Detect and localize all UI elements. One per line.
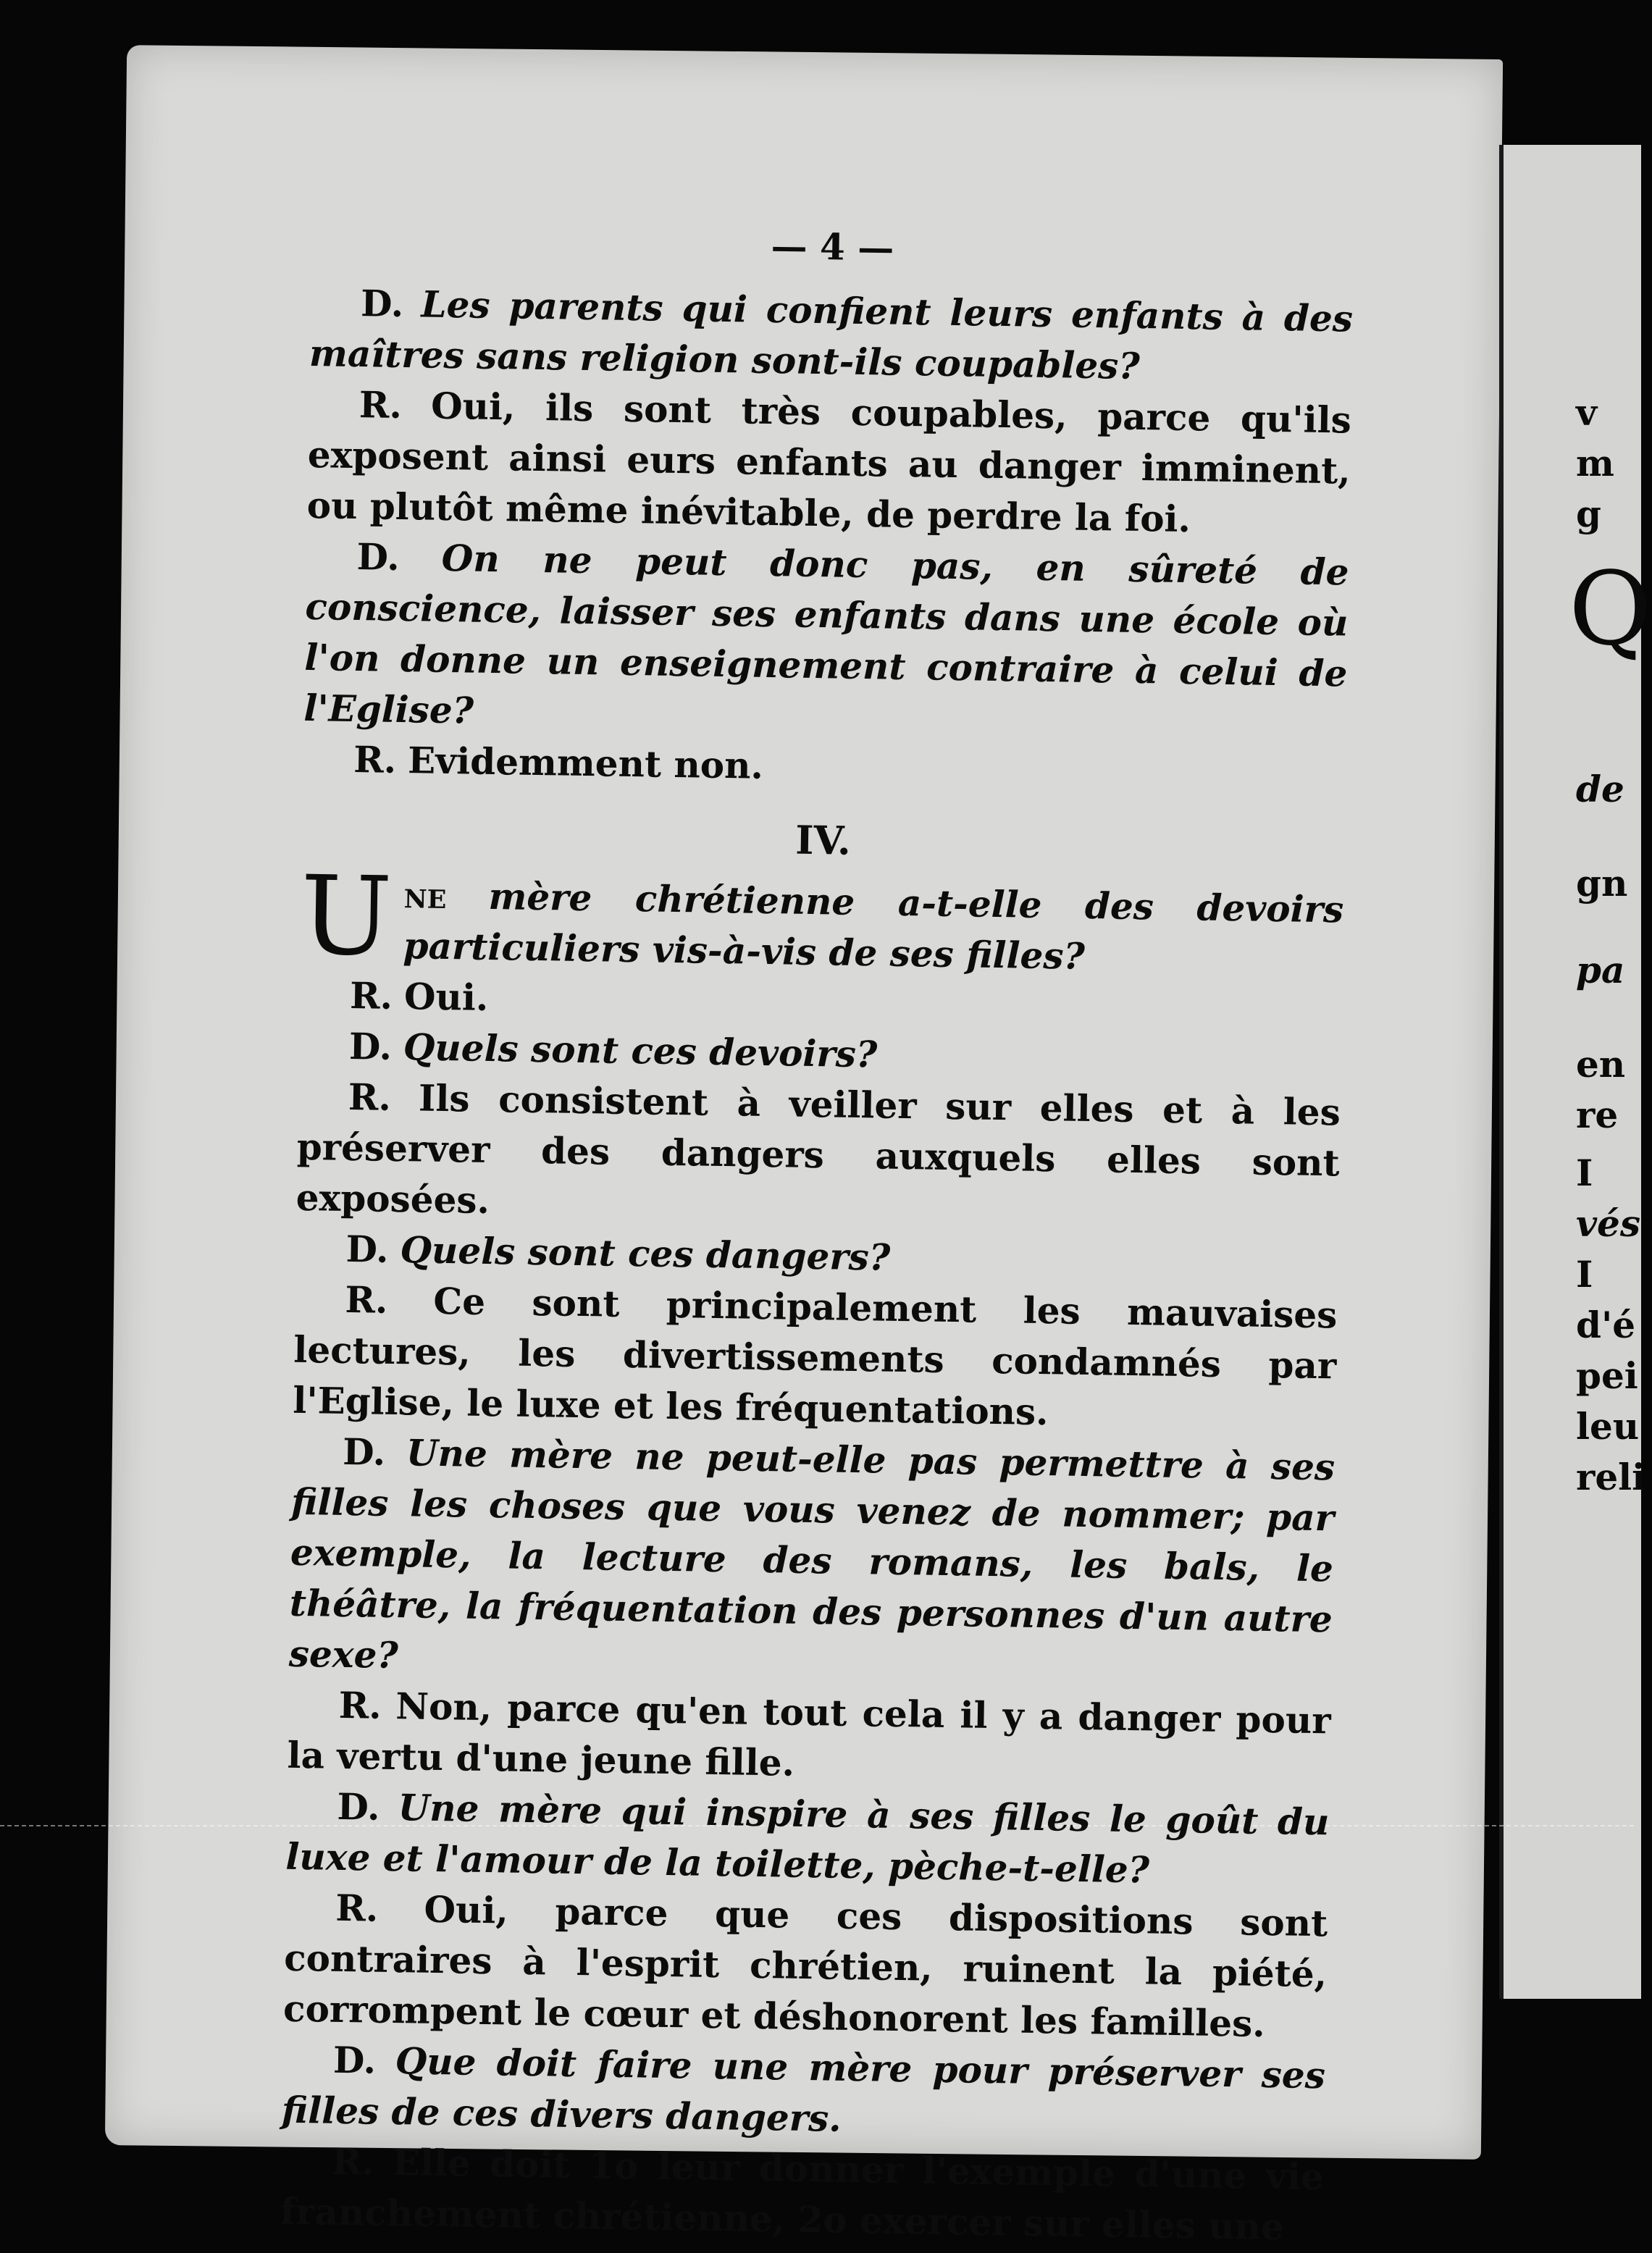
question-text: Quels sont ces dangers? bbox=[400, 1228, 891, 1279]
question-label: D. bbox=[360, 282, 404, 326]
answer-text: Oui, ils sont très coupables, parce qu'ils exposent ainsi eurs enfants au danger imminent, ou plutôt même inévitable, de perdre la foi. bbox=[306, 384, 1352, 541]
answer-paragraph bbox=[306, 379, 1351, 547]
question-text: Que doit faire une mère pour préserver ses filles de ces divers dangers. bbox=[281, 2039, 1326, 2140]
adjacent-text: v bbox=[1576, 391, 1598, 434]
question-paragraph bbox=[285, 1781, 1330, 1899]
adjacent-text: d'é bbox=[1576, 1304, 1636, 1346]
adjacent-text: reli bbox=[1576, 1456, 1646, 1498]
question-paragraph bbox=[309, 277, 1353, 395]
adjacent-text: Q bbox=[1569, 550, 1652, 668]
answer-paragraph bbox=[287, 1679, 1331, 1797]
adjacent-text: gn bbox=[1576, 862, 1628, 905]
question-label: D. bbox=[348, 1024, 393, 1068]
question-label: D. bbox=[345, 1227, 390, 1271]
question-label: D. bbox=[332, 2038, 377, 2082]
adjacent-text: leu bbox=[1576, 1405, 1640, 1448]
adjacent-page-fragment bbox=[1499, 145, 1652, 1999]
answer-text: Non, parce qu'en tout cela il y a danger pour la vertu d'une jeune fille. bbox=[287, 1684, 1332, 1784]
answer-text: Oui, parce que ces dispositions sont contraires à l'esprit chrétien, ruinent la piété, corrompent le cœur et déshonorent les familles. bbox=[282, 1887, 1328, 2045]
adjacent-text: pei bbox=[1576, 1354, 1638, 1397]
adjacent-text: re bbox=[1576, 1094, 1619, 1136]
adjacent-text: vés bbox=[1576, 1202, 1641, 1245]
drop-cap: U bbox=[299, 852, 393, 981]
question-text: Une mère ne peut-elle pas permettre à ses filles les choses que vous venez de nommer; par exemple, la lecture des romans, les bals, le théâtre, la fréquentation des personnes d'un autre sexe? bbox=[288, 1431, 1336, 1677]
question-paragraph bbox=[281, 2034, 1325, 2152]
answer-label: R. bbox=[338, 1683, 382, 1727]
question-text: Une mère qui inspire à ses filles le goût du luxe et l'amour de la toilette, pèche-t-elle? bbox=[285, 1786, 1330, 1892]
question-paragraph bbox=[288, 1426, 1335, 1696]
question-paragraph bbox=[303, 531, 1349, 750]
answer-text: Oui. bbox=[403, 975, 489, 1019]
small-caps-word: ne bbox=[403, 873, 447, 918]
answer-label: R. bbox=[348, 1075, 392, 1119]
answer-text: Ils consistent à veiller sur elles et à les préserver des dangers auxquels elles sont exposées. bbox=[295, 1076, 1341, 1222]
question-text: Quels sont ces devoirs? bbox=[403, 1025, 878, 1076]
question-label: D. bbox=[342, 1430, 386, 1474]
answer-paragraph bbox=[280, 2136, 1324, 2253]
page-number: — 4 — bbox=[771, 224, 894, 269]
answer-text: Evidemment non. bbox=[407, 739, 764, 787]
answer-label: R. bbox=[353, 738, 397, 781]
answer-label: R. bbox=[349, 973, 393, 1018]
answer-label: R. bbox=[345, 1277, 388, 1322]
answer-label: R. bbox=[335, 1886, 379, 1930]
answer-text: Ce sont principalement les mauvaises lectures, les divertissements condamnés par l'Eglise, le luxe et les fréquentations. bbox=[292, 1279, 1338, 1434]
question-label: D. bbox=[356, 535, 401, 579]
page-content bbox=[280, 217, 1354, 2253]
adjacent-text: I bbox=[1576, 1151, 1593, 1194]
adjacent-text: I bbox=[1576, 1253, 1593, 1296]
answer-paragraph bbox=[283, 1882, 1328, 2051]
adjacent-text: pa bbox=[1576, 949, 1625, 991]
question-text: Les parents qui confient leurs enfants à des maîtres sans religion sont-ils coupables? bbox=[309, 282, 1354, 387]
section-heading: IV. bbox=[794, 816, 852, 864]
adjacent-text: m bbox=[1576, 442, 1614, 484]
question-text: mère chrétienne a-t-elle des devoirs particuliers vis-à-vis de ses filles? bbox=[403, 874, 1344, 978]
adjacent-text: g bbox=[1576, 492, 1601, 535]
answer-text: Elle doit 1o leur donner l'exemple d'une vie franchement chrétienne, 2o exercer sur elles une bbox=[280, 2141, 1325, 2249]
answer-label: R. bbox=[331, 2139, 375, 2183]
adjacent-text: en bbox=[1576, 1043, 1626, 1086]
answer-label: R. bbox=[359, 383, 403, 427]
question-text: On ne peut donc pas, en sûreté de conscience, laisser ses enfants dans une école où l'on donne un enseignement contraire à celui de l'Eglise? bbox=[303, 536, 1349, 732]
question-paragraph bbox=[299, 852, 1344, 986]
answer-paragraph bbox=[293, 1274, 1338, 1443]
question-label: D. bbox=[337, 1784, 380, 1829]
adjacent-text: de bbox=[1576, 768, 1624, 810]
answer-paragraph bbox=[295, 1071, 1341, 1240]
